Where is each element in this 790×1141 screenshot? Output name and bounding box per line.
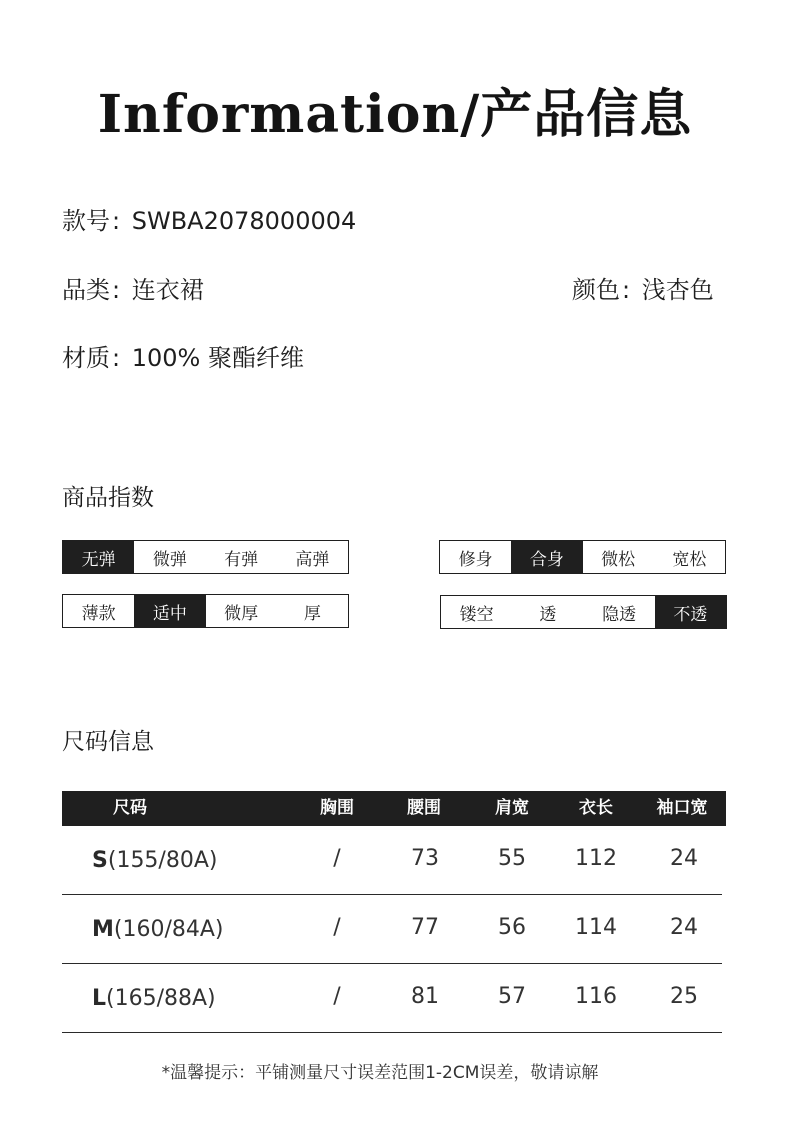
- table-row: [62, 964, 722, 1033]
- style-number-label: 款号: [62, 207, 110, 235]
- thickness-option: 厚: [277, 595, 348, 627]
- size-spec: (160/84A): [113, 917, 224, 942]
- column-header: 衣长: [579, 798, 613, 818]
- shoulder-value: 55: [498, 846, 526, 871]
- size-table: [62, 791, 726, 1011]
- transparency-option: 隐透: [584, 596, 655, 628]
- length-value: 114: [575, 915, 617, 940]
- category-value: 连衣裙: [131, 276, 204, 304]
- size-spec: (155/80A): [107, 848, 218, 873]
- fit-option: 微松: [583, 541, 654, 573]
- chest-value: /: [333, 984, 341, 1009]
- size-spec: (165/88A): [106, 986, 216, 1011]
- page-title: Information/产品信息: [97, 84, 693, 145]
- color-line: [572, 275, 714, 305]
- thickness-option: 适中: [134, 595, 205, 627]
- size-section-heading: 尺码信息: [62, 729, 154, 755]
- shoulder-value: 56: [498, 915, 526, 940]
- fit-index: [439, 540, 726, 574]
- transparency-option: 不透: [655, 596, 726, 628]
- chest-value: /: [333, 846, 341, 871]
- measurement-note: *温馨提示：平铺测量尺寸误差范围1-2CM误差，敬请谅解: [161, 1063, 599, 1083]
- size-letter: L: [92, 986, 107, 1011]
- size-table-header: [62, 791, 726, 826]
- length-value: 116: [575, 984, 617, 1009]
- cuff-value: 24: [670, 846, 698, 871]
- column-header: 腰围: [407, 798, 441, 818]
- size-label: [92, 848, 217, 873]
- color-value: 浅杏色: [641, 276, 714, 304]
- material-line: [62, 343, 304, 373]
- waist-value: 73: [411, 846, 439, 871]
- elasticity-option: 有弹: [206, 541, 277, 573]
- color-label: 颜色: [572, 276, 620, 304]
- separator: :: [112, 344, 121, 372]
- size-label: [92, 986, 216, 1011]
- column-header: 胸围: [320, 798, 354, 818]
- cuff-value: 24: [670, 915, 698, 940]
- size-letter: S: [92, 848, 108, 873]
- waist-value: 77: [411, 915, 439, 940]
- separator: :: [622, 276, 631, 304]
- style-number-value: SWBA2078000004: [131, 207, 357, 235]
- fit-option: 合身: [511, 541, 582, 573]
- transparency-index: [440, 595, 727, 629]
- size-letter: M: [92, 917, 114, 942]
- separator: :: [112, 207, 121, 235]
- waist-value: 81: [411, 984, 439, 1009]
- elasticity-option: 无弹: [63, 541, 134, 573]
- category-label: 品类: [62, 276, 110, 304]
- fit-option: 宽松: [654, 541, 725, 573]
- style-number-line: [62, 206, 356, 236]
- table-row: [62, 826, 722, 895]
- thickness-index: [62, 594, 349, 628]
- shoulder-value: 57: [498, 984, 526, 1009]
- thickness-option: 薄款: [63, 595, 134, 627]
- thickness-option: 微厚: [206, 595, 277, 627]
- elasticity-option: 微弹: [134, 541, 205, 573]
- cuff-value: 25: [670, 984, 698, 1009]
- column-header: 尺码: [113, 798, 147, 818]
- elasticity-option: 高弹: [277, 541, 348, 573]
- chest-value: /: [333, 915, 341, 940]
- fit-option: 修身: [440, 541, 511, 573]
- length-value: 112: [575, 846, 617, 871]
- material-label: 材质: [62, 344, 110, 372]
- size-label: [92, 917, 224, 942]
- material-value: 100% 聚酯纤维: [131, 344, 304, 372]
- elasticity-index: [62, 540, 349, 574]
- transparency-option: 镂空: [441, 596, 512, 628]
- column-header: 肩宽: [495, 798, 529, 818]
- index-section-heading: 商品指数: [62, 485, 154, 511]
- column-header: 袖口宽: [656, 798, 708, 818]
- transparency-option: 透: [512, 596, 583, 628]
- category-line: [62, 275, 204, 305]
- separator: :: [112, 276, 121, 304]
- table-row: [62, 895, 722, 964]
